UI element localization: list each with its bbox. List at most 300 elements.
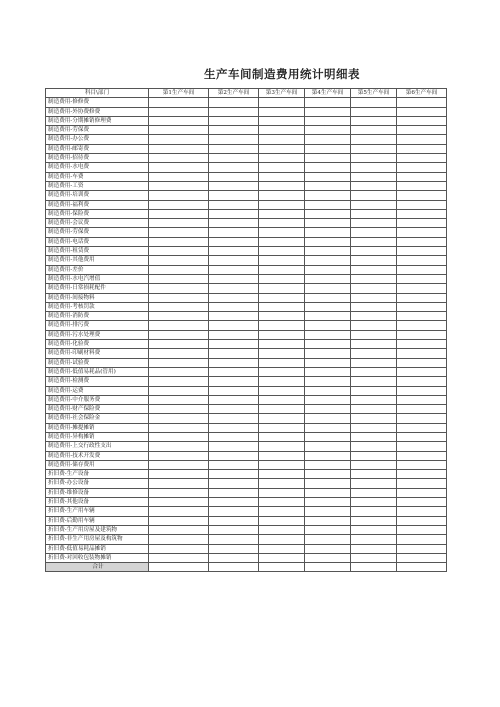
value-cell — [397, 116, 447, 125]
value-cell — [209, 525, 259, 534]
table-row — [46, 488, 447, 497]
value-cell — [149, 284, 209, 293]
value-cell — [259, 302, 305, 311]
value-cell — [259, 367, 305, 376]
table-title: 生产车间制造费用统计明细表 — [204, 67, 360, 81]
value-cell — [149, 414, 209, 423]
value-cell — [209, 219, 259, 228]
value-cell — [149, 256, 209, 265]
value-cell — [209, 432, 259, 441]
table-row — [46, 228, 447, 237]
table-row — [46, 395, 447, 404]
value-cell — [209, 358, 259, 367]
row-label: 制造费用-中介服务费 — [46, 395, 149, 404]
value-cell — [259, 144, 305, 153]
header-workshop-2: 第2生产车间 — [209, 89, 259, 98]
value-cell — [397, 284, 447, 293]
row-label: 制造费用-财产保险费 — [46, 405, 149, 414]
value-cell — [397, 498, 447, 507]
value-cell — [305, 191, 351, 200]
value-cell — [149, 274, 209, 283]
value-cell — [351, 256, 397, 265]
value-cell — [209, 200, 259, 209]
value-cell — [209, 544, 259, 553]
table-row — [46, 200, 447, 209]
value-cell — [259, 256, 305, 265]
value-cell — [305, 470, 351, 479]
value-cell — [351, 154, 397, 163]
value-cell — [259, 414, 305, 423]
row-label: 制造费用-培训费 — [46, 191, 149, 200]
value-cell — [305, 563, 351, 572]
value-cell — [397, 330, 447, 339]
value-cell — [305, 432, 351, 441]
value-cell — [305, 172, 351, 181]
value-cell — [305, 284, 351, 293]
value-cell — [149, 442, 209, 451]
table-row — [46, 293, 447, 302]
row-label: 制造费用-考核罚款 — [46, 302, 149, 311]
value-cell — [209, 460, 259, 469]
row-label: 制造费用-办公费 — [46, 135, 149, 144]
value-cell — [397, 228, 447, 237]
row-label: 折旧费-生产用房屋及建筑物 — [46, 525, 149, 534]
value-cell — [351, 516, 397, 525]
row-label: 制造费用-异构摊销 — [46, 432, 149, 441]
value-cell — [305, 154, 351, 163]
row-label: 制造费用-租赁费 — [46, 247, 149, 256]
value-cell — [149, 470, 209, 479]
value-cell — [351, 274, 397, 283]
value-cell — [209, 395, 259, 404]
value-cell — [149, 163, 209, 172]
value-cell — [397, 479, 447, 488]
value-cell — [149, 405, 209, 414]
table-row — [46, 312, 447, 321]
value-cell — [149, 228, 209, 237]
value-cell — [209, 126, 259, 135]
row-label: 折旧费-维修设备 — [46, 488, 149, 497]
value-cell — [305, 395, 351, 404]
value-cell — [259, 135, 305, 144]
value-cell — [351, 349, 397, 358]
row-label: 制造费用-福利费 — [46, 200, 149, 209]
table-row — [46, 219, 447, 228]
value-cell — [351, 386, 397, 395]
value-cell — [149, 237, 209, 246]
value-cell — [259, 191, 305, 200]
value-cell — [351, 405, 397, 414]
value-cell — [259, 200, 305, 209]
value-cell — [397, 488, 447, 497]
value-cell — [397, 405, 447, 414]
value-cell — [305, 200, 351, 209]
value-cell — [351, 191, 397, 200]
value-cell — [397, 274, 447, 283]
row-label: 制造费用-化验费 — [46, 340, 149, 349]
value-cell — [351, 163, 397, 172]
value-cell — [305, 358, 351, 367]
row-label: 制造费用-储存费用 — [46, 460, 149, 469]
value-cell — [351, 470, 397, 479]
value-cell — [305, 247, 351, 256]
value-cell — [397, 516, 447, 525]
value-cell — [259, 172, 305, 181]
value-cell — [259, 432, 305, 441]
value-cell — [209, 386, 259, 395]
value-cell — [209, 293, 259, 302]
value-cell — [259, 293, 305, 302]
value-cell — [209, 107, 259, 116]
value-cell — [259, 377, 305, 386]
value-cell — [397, 563, 447, 572]
value-cell — [351, 479, 397, 488]
value-cell — [397, 191, 447, 200]
value-cell — [305, 349, 351, 358]
value-cell — [149, 516, 209, 525]
table-row — [46, 321, 447, 330]
value-cell — [397, 451, 447, 460]
value-cell — [209, 256, 259, 265]
value-cell — [351, 460, 397, 469]
value-cell — [209, 247, 259, 256]
header-category: 科目\部门 — [46, 89, 149, 98]
row-label: 折旧费-生产设备 — [46, 470, 149, 479]
value-cell — [351, 312, 397, 321]
value-cell — [397, 154, 447, 163]
value-cell — [397, 135, 447, 144]
value-cell — [305, 405, 351, 414]
value-cell — [351, 219, 397, 228]
value-cell — [259, 479, 305, 488]
value-cell — [149, 312, 209, 321]
value-cell — [209, 367, 259, 376]
value-cell — [351, 228, 397, 237]
header-workshop-5: 第5生产车间 — [351, 89, 397, 98]
row-label: 折旧费-对回收包装物摊销 — [46, 553, 149, 562]
value-cell — [209, 377, 259, 386]
value-cell — [209, 516, 259, 525]
header-row — [46, 89, 447, 98]
value-cell — [209, 163, 259, 172]
value-cell — [397, 423, 447, 432]
value-cell — [149, 553, 209, 562]
table-row — [46, 154, 447, 163]
value-cell — [397, 163, 447, 172]
row-label: 制造费用-外协费修费 — [46, 107, 149, 116]
row-label: 合计 — [46, 563, 149, 572]
value-cell — [149, 460, 209, 469]
value-cell — [397, 340, 447, 349]
value-cell — [397, 256, 447, 265]
row-label: 制造费用-劳保费 — [46, 126, 149, 135]
value-cell — [351, 247, 397, 256]
value-cell — [351, 423, 397, 432]
table-row — [46, 144, 447, 153]
table-row — [46, 163, 447, 172]
value-cell — [351, 442, 397, 451]
row-label: 制造费用-排污费 — [46, 321, 149, 330]
value-cell — [209, 274, 259, 283]
value-cell — [209, 442, 259, 451]
table-row — [46, 516, 447, 525]
row-label: 制造费用-间接物料 — [46, 293, 149, 302]
value-cell — [259, 535, 305, 544]
value-cell — [259, 525, 305, 534]
value-cell — [305, 219, 351, 228]
value-cell — [209, 321, 259, 330]
value-cell — [351, 432, 397, 441]
value-cell — [351, 525, 397, 534]
row-label: 制造费用-会议费 — [46, 219, 149, 228]
value-cell — [351, 544, 397, 553]
value-cell — [397, 200, 447, 209]
value-cell — [209, 488, 259, 497]
value-cell — [209, 284, 259, 293]
value-cell — [305, 98, 351, 107]
value-cell — [149, 451, 209, 460]
value-cell — [305, 507, 351, 516]
value-cell — [149, 525, 209, 534]
value-cell — [209, 98, 259, 107]
value-cell — [305, 256, 351, 265]
value-cell — [397, 237, 447, 246]
value-cell — [149, 98, 209, 107]
value-cell — [259, 451, 305, 460]
value-cell — [397, 507, 447, 516]
value-cell — [149, 563, 209, 572]
value-cell — [209, 228, 259, 237]
value-cell — [259, 349, 305, 358]
value-cell — [351, 126, 397, 135]
value-cell — [397, 544, 447, 553]
row-label: 折旧费-其他设备 — [46, 498, 149, 507]
value-cell — [305, 386, 351, 395]
value-cell — [351, 367, 397, 376]
value-cell — [305, 377, 351, 386]
table-row — [46, 414, 447, 423]
value-cell — [305, 293, 351, 302]
value-cell — [149, 126, 209, 135]
value-cell — [305, 265, 351, 274]
table-row — [46, 358, 447, 367]
value-cell — [259, 340, 305, 349]
value-cell — [351, 553, 397, 562]
value-cell — [259, 116, 305, 125]
value-cell — [351, 535, 397, 544]
row-label: 制造费用-污水处理费 — [46, 330, 149, 339]
value-cell — [351, 451, 397, 460]
value-cell — [305, 126, 351, 135]
value-cell — [259, 219, 305, 228]
value-cell — [305, 116, 351, 125]
value-cell — [397, 107, 447, 116]
table-row — [46, 460, 447, 469]
table-row — [46, 405, 447, 414]
value-cell — [397, 98, 447, 107]
value-cell — [397, 525, 447, 534]
value-cell — [397, 358, 447, 367]
table-row — [46, 479, 447, 488]
value-cell — [259, 154, 305, 163]
table-row — [46, 135, 447, 144]
value-cell — [305, 516, 351, 525]
value-cell — [351, 377, 397, 386]
value-cell — [209, 553, 259, 562]
value-cell — [149, 321, 209, 330]
table-row — [46, 507, 447, 516]
value-cell — [259, 107, 305, 116]
value-cell — [259, 228, 305, 237]
row-label: 制造费用-修修费 — [46, 98, 149, 107]
value-cell — [149, 498, 209, 507]
value-cell — [149, 386, 209, 395]
value-cell — [305, 442, 351, 451]
value-cell — [209, 144, 259, 153]
total-row — [46, 563, 447, 572]
header-workshop-4: 第4生产车间 — [305, 89, 351, 98]
value-cell — [259, 507, 305, 516]
value-cell — [259, 98, 305, 107]
value-cell — [209, 302, 259, 311]
table-row — [46, 349, 447, 358]
value-cell — [209, 191, 259, 200]
value-cell — [259, 386, 305, 395]
value-cell — [209, 135, 259, 144]
row-label: 制造费用-保险费 — [46, 209, 149, 218]
header-workshop-3: 第3生产车间 — [259, 89, 305, 98]
value-cell — [351, 507, 397, 516]
value-cell — [305, 367, 351, 376]
value-cell — [149, 544, 209, 553]
value-cell — [305, 163, 351, 172]
value-cell — [209, 451, 259, 460]
table-row — [46, 535, 447, 544]
row-label: 制造费用-其他费用 — [46, 256, 149, 265]
value-cell — [149, 330, 209, 339]
value-cell — [305, 525, 351, 534]
table-row — [46, 265, 447, 274]
table-row — [46, 423, 447, 432]
value-cell — [259, 274, 305, 283]
value-cell — [305, 209, 351, 218]
row-label: 制造费用-日常损耗配件 — [46, 284, 149, 293]
row-label: 折旧费-生产用车辆 — [46, 507, 149, 516]
value-cell — [149, 209, 209, 218]
row-label: 折旧费-低值易耗品摊销 — [46, 544, 149, 553]
value-cell — [351, 284, 397, 293]
value-cell — [149, 349, 209, 358]
value-cell — [305, 330, 351, 339]
value-cell — [149, 395, 209, 404]
value-cell — [351, 358, 397, 367]
value-cell — [351, 395, 397, 404]
value-cell — [149, 293, 209, 302]
value-cell — [305, 544, 351, 553]
table-row — [46, 367, 447, 376]
value-cell — [209, 265, 259, 274]
table-row — [46, 256, 447, 265]
value-cell — [259, 312, 305, 321]
expense-detail-table — [45, 88, 447, 572]
value-cell — [351, 265, 397, 274]
value-cell — [259, 516, 305, 525]
value-cell — [259, 460, 305, 469]
value-cell — [351, 135, 397, 144]
value-cell — [259, 321, 305, 330]
value-cell — [397, 312, 447, 321]
value-cell — [149, 107, 209, 116]
row-label: 折旧费-办公设备 — [46, 479, 149, 488]
table-row — [46, 98, 447, 107]
value-cell — [259, 395, 305, 404]
value-cell — [259, 442, 305, 451]
value-cell — [397, 367, 447, 376]
table-row — [46, 525, 447, 534]
value-cell — [149, 247, 209, 256]
value-cell — [397, 535, 447, 544]
value-cell — [209, 209, 259, 218]
value-cell — [149, 479, 209, 488]
value-cell — [149, 135, 209, 144]
value-cell — [351, 321, 397, 330]
row-label: 制造费用-分期摊销修理费 — [46, 116, 149, 125]
value-cell — [209, 470, 259, 479]
value-cell — [149, 144, 209, 153]
value-cell — [259, 284, 305, 293]
value-cell — [149, 181, 209, 190]
table-row — [46, 126, 447, 135]
value-cell — [397, 377, 447, 386]
value-cell — [351, 302, 397, 311]
value-cell — [259, 488, 305, 497]
value-cell — [305, 321, 351, 330]
value-cell — [259, 423, 305, 432]
table-row — [46, 274, 447, 283]
value-cell — [305, 107, 351, 116]
value-cell — [351, 498, 397, 507]
value-cell — [351, 200, 397, 209]
table-row — [46, 377, 447, 386]
value-cell — [209, 154, 259, 163]
table-row — [46, 284, 447, 293]
value-cell — [305, 535, 351, 544]
row-label: 制造费用-检测费 — [46, 377, 149, 386]
value-cell — [209, 563, 259, 572]
value-cell — [397, 219, 447, 228]
value-cell — [397, 386, 447, 395]
value-cell — [397, 126, 447, 135]
value-cell — [149, 265, 209, 274]
value-cell — [149, 358, 209, 367]
value-cell — [351, 172, 397, 181]
value-cell — [149, 488, 209, 497]
table-row — [46, 386, 447, 395]
header-workshop-1: 第1生产车间 — [149, 89, 209, 98]
value-cell — [149, 423, 209, 432]
table-row — [46, 451, 447, 460]
value-cell — [397, 470, 447, 479]
value-cell — [149, 377, 209, 386]
value-cell — [259, 330, 305, 339]
value-cell — [209, 172, 259, 181]
value-cell — [397, 265, 447, 274]
value-cell — [305, 479, 351, 488]
table-row — [46, 107, 447, 116]
value-cell — [149, 219, 209, 228]
table-row — [46, 498, 447, 507]
value-cell — [149, 367, 209, 376]
